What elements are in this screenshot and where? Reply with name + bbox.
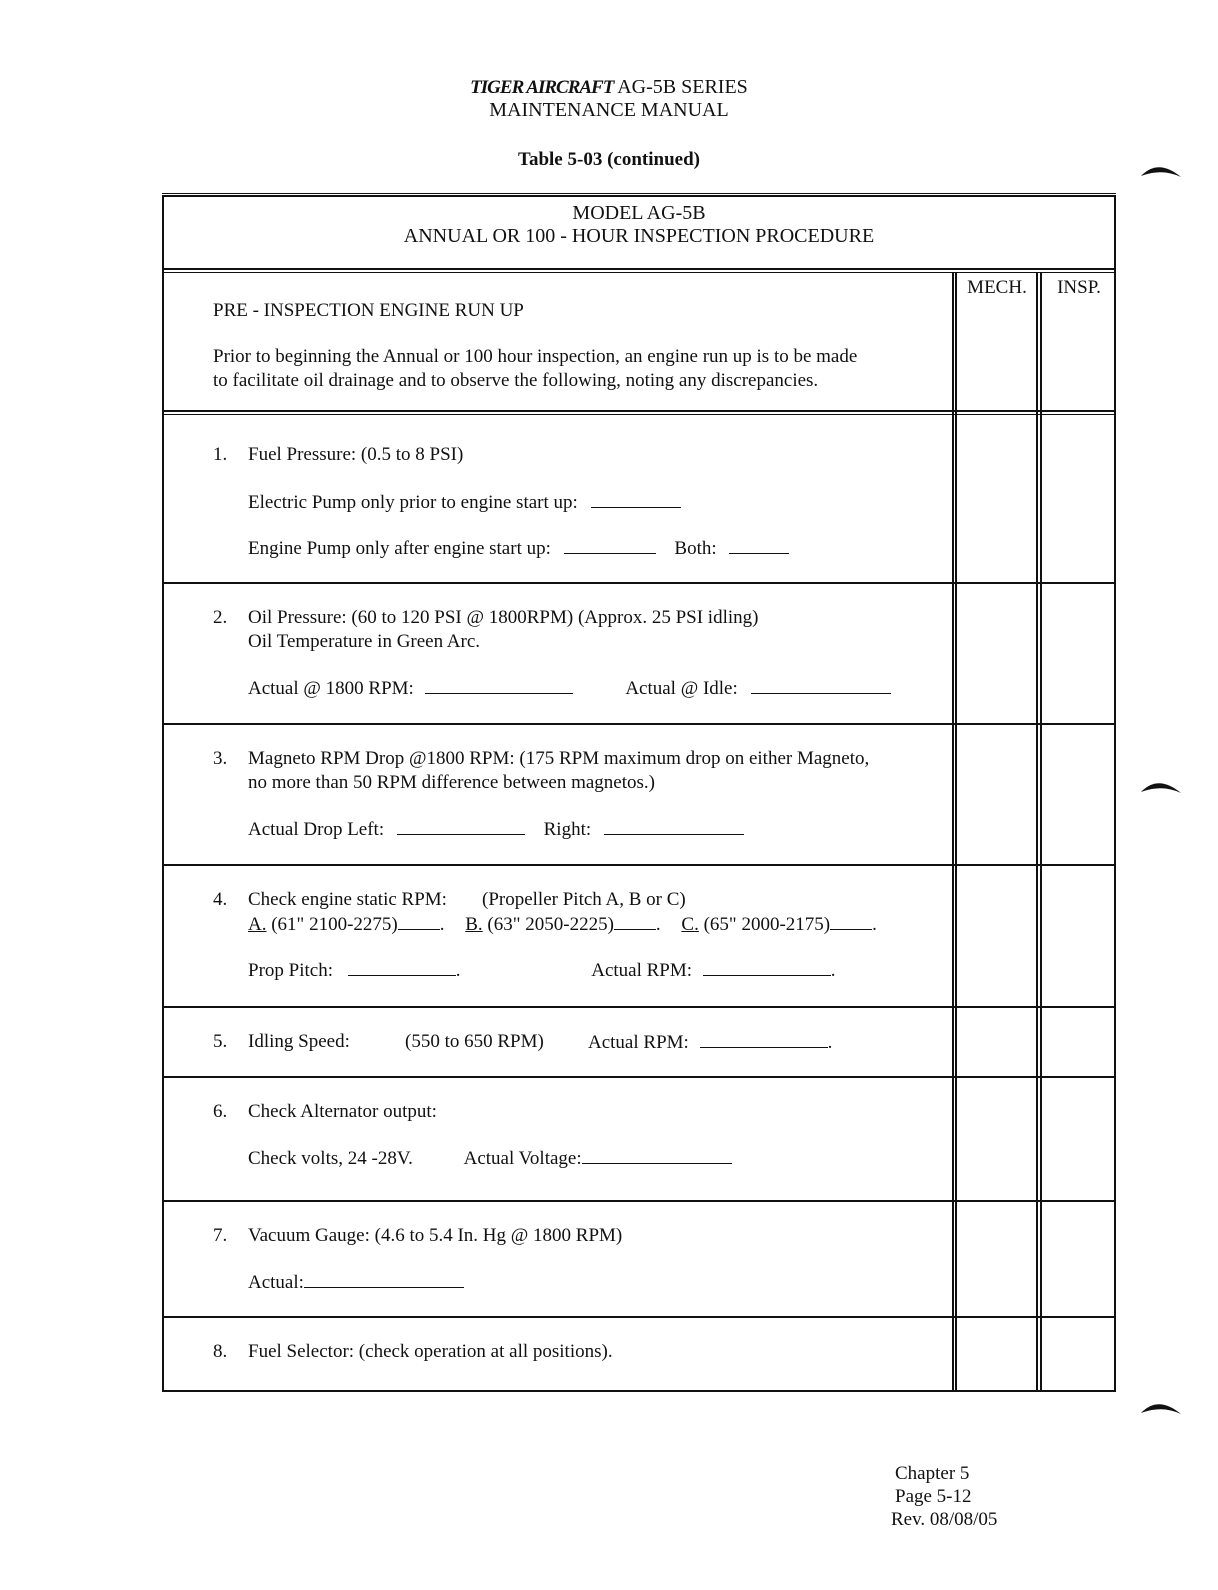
item-number: 2. (213, 607, 228, 628)
prop-pitch-blank[interactable] (348, 958, 456, 976)
idling-range: (550 to 650 RPM) (405, 1031, 544, 1052)
option-a-value: (61" 2100-2275) (271, 914, 398, 935)
item-number: 1. (213, 444, 228, 465)
actual-rpm-blank[interactable] (703, 958, 831, 976)
vacuum-actual-line (248, 1270, 464, 1294)
row-divider (162, 1006, 1116, 1008)
mech-column-rule (955, 272, 957, 1392)
vacuum-actual-label: Actual: (248, 1272, 304, 1293)
row-divider (162, 1076, 1116, 1078)
engine-pump-label: Engine Pump only after engine start up: (248, 538, 551, 559)
row-divider (162, 864, 1116, 866)
binder-hole-mark (1140, 160, 1182, 178)
mech-column-header: MECH. (967, 277, 1027, 298)
table-title: Table 5-03 (continued) (518, 149, 700, 170)
idling-actual-line (588, 1030, 832, 1054)
header-line-1 (0, 76, 1218, 99)
item-oil-pressure-title: Oil Pressure: (60 to 120 PSI @ 1800RPM) (Approx. 25 PSI idling) (248, 607, 759, 628)
actual-voltage-label: Actual Voltage: (463, 1148, 582, 1169)
item-vacuum-title: Vacuum Gauge: (4.6 to 5.4 In. Hg @ 1800 RPM) (248, 1225, 623, 1246)
document-header (0, 76, 1218, 122)
propeller-pitch-note: (Propeller Pitch A, B or C) (482, 889, 686, 910)
option-b-value: (63" 2050-2225) (487, 914, 614, 935)
binder-hole-mark (1140, 1397, 1182, 1415)
item-fuel-selector-title: Fuel Selector: (check operation at all positions). (248, 1341, 613, 1362)
row-divider (162, 410, 1116, 412)
actual-1800-label: Actual @ 1800 RPM: (248, 678, 414, 699)
idling-actual-blank[interactable] (700, 1030, 828, 1048)
engine-pump-blank[interactable] (564, 536, 656, 554)
punctuation: . (830, 960, 836, 981)
electric-pump-blank[interactable] (591, 490, 681, 508)
series-text: AG-5B SERIES (617, 76, 748, 98)
drop-left-label: Actual Drop Left: (248, 819, 385, 840)
item-fuel-pressure-line (248, 536, 789, 560)
preinspection-text-2: to facilitate oil drainage and to observe the following, noting any discrepancies. (213, 370, 819, 391)
item-number: 6. (213, 1101, 228, 1122)
electric-pump-label: Electric Pump only prior to engine start up: (248, 492, 578, 513)
actual-voltage-blank[interactable] (582, 1146, 732, 1164)
row-divider (162, 723, 1116, 725)
item-magneto-title: Magneto RPM Drop @1800 RPM: (175 RPM maximum drop on either Magneto, (248, 748, 870, 769)
prop-pitch-label: Prop Pitch: (248, 960, 333, 981)
drop-left-blank[interactable] (397, 817, 525, 835)
option-b-blank[interactable] (614, 912, 656, 930)
item-number: 8. (213, 1341, 228, 1362)
manual-subtitle: MAINTENANCE MANUAL (489, 99, 729, 121)
page-number: Page 5-12 (895, 1486, 972, 1507)
option-b-key: B. (465, 914, 483, 935)
row-divider (162, 1200, 1116, 1202)
mech-column-rule (952, 272, 954, 1392)
row-divider (162, 272, 1116, 273)
punctuation: . (872, 914, 877, 935)
item-magneto-line (248, 817, 744, 841)
item-number: 4. (213, 889, 228, 910)
model-line-1: MODEL AG-5B (572, 202, 706, 224)
punctuation: . (455, 960, 461, 981)
model-heading (162, 202, 1116, 248)
punctuation: . (655, 914, 661, 935)
row-divider (162, 268, 1116, 270)
drop-right-blank[interactable] (604, 817, 744, 835)
row-divider (162, 1316, 1116, 1318)
check-volts-label: Check volts, 24 -28V. (248, 1148, 413, 1169)
punctuation: . (439, 914, 445, 935)
row-divider (162, 582, 1116, 584)
binder-hole-mark (1140, 776, 1182, 794)
prop-pitch-line (248, 958, 836, 982)
insp-column-header: INSP. (1057, 277, 1101, 298)
item-fuel-pressure-line (248, 490, 681, 514)
preinspection-title: PRE - INSPECTION ENGINE RUN UP (213, 300, 524, 321)
item-oil-temperature-title: Oil Temperature in Green Arc. (248, 631, 481, 652)
item-static-rpm-title: Check engine static RPM: (248, 889, 447, 910)
item-alternator-title: Check Alternator output: (248, 1101, 437, 1122)
model-line-2: ANNUAL OR 100 - HOUR INSPECTION PROCEDURE (403, 225, 875, 247)
item-number: 3. (213, 748, 228, 769)
row-divider (162, 414, 1116, 415)
actual-rpm-label: Actual RPM: (591, 960, 693, 981)
option-c-key: C. (681, 914, 699, 935)
idling-actual-label: Actual RPM: (588, 1032, 689, 1053)
actual-idle-label: Actual @ Idle: (625, 678, 738, 699)
vacuum-actual-blank[interactable] (304, 1270, 464, 1288)
chapter-label: Chapter 5 (895, 1463, 970, 1484)
actual-1800-blank[interactable] (425, 676, 573, 694)
option-c-value: (65" 2000-2175) (703, 914, 831, 935)
page-footer (891, 1462, 1001, 1531)
both-blank[interactable] (729, 536, 789, 554)
insp-column-rule (1040, 272, 1042, 1392)
punctuation: . (827, 1032, 833, 1053)
option-a-key: A. (248, 914, 267, 935)
item-number: 7. (213, 1225, 228, 1246)
item-fuel-pressure-title: Fuel Pressure: (0.5 to 8 PSI) (248, 444, 464, 465)
both-label: Both: (674, 538, 717, 559)
pitch-options-line (248, 912, 877, 936)
item-oil-pressure-line (248, 676, 891, 700)
item-idling-title: Idling Speed: (248, 1031, 350, 1052)
actual-idle-blank[interactable] (751, 676, 891, 694)
table-top-rule (162, 193, 1116, 194)
revision-date: Rev. 08/08/05 (891, 1509, 998, 1530)
option-c-blank[interactable] (830, 912, 872, 930)
item-number: 5. (213, 1031, 228, 1052)
option-a-blank[interactable] (398, 912, 440, 930)
drop-right-label: Right: (543, 819, 592, 840)
item-magneto-title-2: no more than 50 RPM difference between magnetos.) (248, 772, 655, 793)
brand-logo-text: TIGER AIRCRAFT (470, 77, 614, 98)
insp-column-rule (1036, 272, 1038, 1392)
alternator-line (248, 1146, 732, 1170)
preinspection-text-1: Prior to beginning the Annual or 100 hour inspection, an engine run up is to be made (213, 346, 858, 367)
